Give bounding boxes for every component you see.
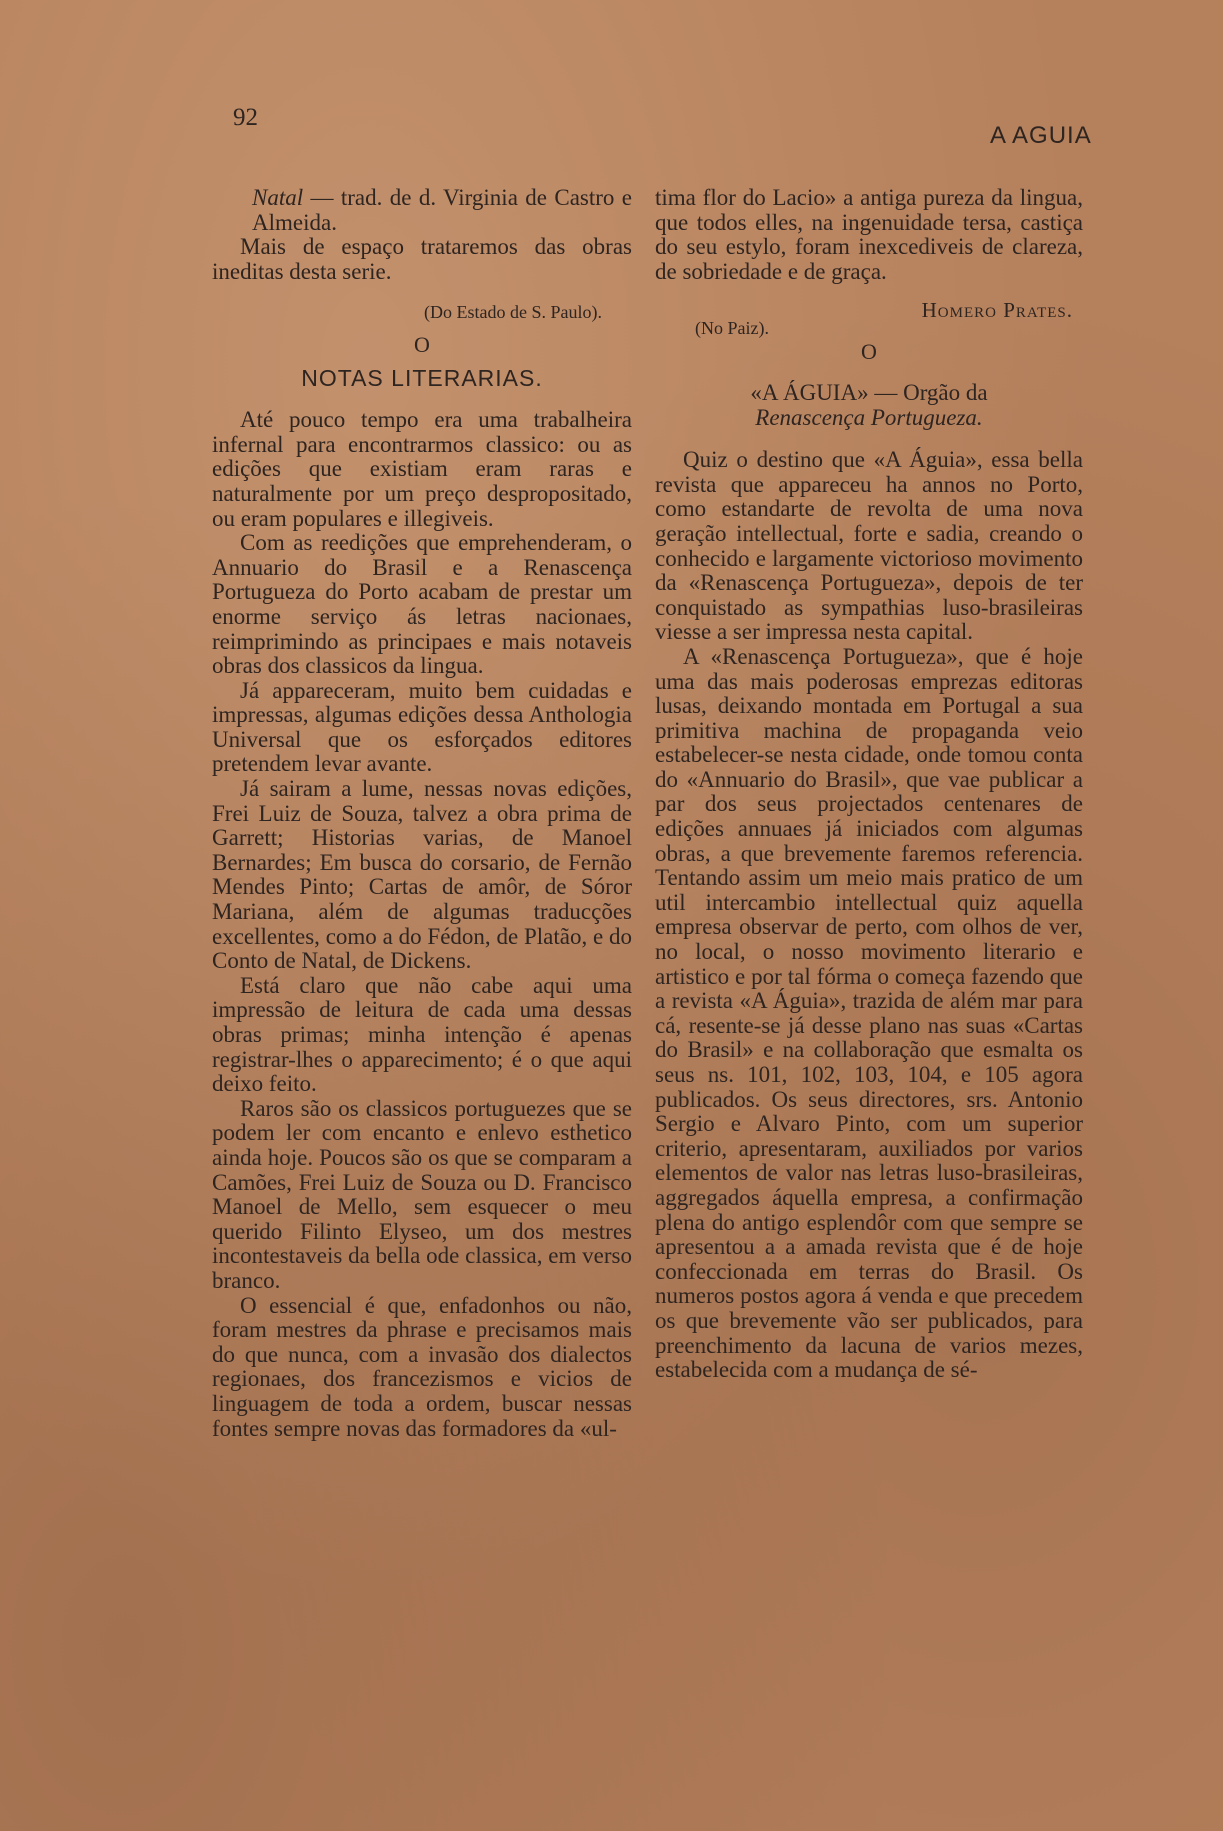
paragraph: Está claro que não cabe aqui uma impressão de leitura de cada uma dessas obras primas; minha intenção é apenas registrar-lhes o apparecimento; é o que aqui deixo feito. (212, 972, 632, 1097)
author-signature: Homero Prates. (921, 298, 1073, 323)
paragraph: Raros são os classicos portuguezes que se podem ler com encanto e enlevo esthetico ainda hoje. Poucos são os que se comparam a Camões, Frei Luiz de Souza ou D. Francisco Manoel de Mello, sem esquecer o meu querido Filinto Elyseo, um dos mestres incontestaveis da bella ode classica, em verso branco. (212, 1095, 632, 1293)
paragraph: Quiz o destino que «A Águia», essa bella revista que appareceu ha annos no Porto, como estandarte de revolta de uma nova geração intellectual, forte e sadia, creando o conhecido e largamente victorioso movimento da «Renascença Portugueza», depois de ter conquistado as sympathias luso-brasileiras viesse a ser impressa nesta capital. (655, 447, 1083, 645)
article-heading (655, 381, 1083, 430)
paragraph: Com as reedições que emprehenderam, o Annuario do Brasil e a Renascença Portugueza do Porto acabam de prestar um enorme serviço ás letras nacionaes, reimprimindo as principaes e mais notaveis obras dos classicos da lingua. (212, 530, 632, 679)
running-head: A AGUIA (990, 122, 1092, 149)
paragraph: Até pouco tempo era uma trabalheira infernal para encontrarmos classico: ou as edições que existiam eram raras e naturalmente por um preço despropositado, ou eram populares e illegiveis. (212, 407, 632, 531)
heading-line-2: Renascença Portugueza. (755, 404, 983, 430)
paragraph: A «Renascença Portugueza», que é hoje uma das mais poderosas emprezas editoras lusas, deixando montada em Portugal a sua primitiva machina de propaganda veio estabelecer-se nesta cidade, onde tomou conta do «Annuario do Brasil», que vae publicar a par dos seus projectados centenares de edições annuaes já iniciados com algumas obras, a que brevemente faremos referencia. Tentando assim um meio mais pratico de um util intercambio intellectual quiz aquella empresa observar de perto, com olhos de ver, no local, o nosso movimento literario e artistico e por tal fórma o começa fazendo que a revista «A Águia», trazida de além mar para cá, resente-se já desse plano nas suas «Cartas do Brasil» e na collaboração que esmalta os seus ns. 101, 102, 103, 104, e 105 agora publicados. Os seus directores, srs. Antonio Sergio e Alvaro Pinto, com um superior criterio, apresentaram, auxiliados por varios elementos de valor nas letras luso-brasileiras, aggregados áquella empresa, a confirmação plena do antigo esplendôr com que sempre se apresentou a a amada revista que é de hoje confeccionada em terras do Brasil. Os numeros postos agora á venda e que precedem os que brevemente vão ser publicados, para preenchimento da lacuna de varios mezes, estabelecida com a mudança de sé- (655, 643, 1083, 1383)
ornament: O (414, 331, 430, 357)
section-title: NOTAS LITERARIAS. (301, 364, 543, 391)
page-number: 92 (233, 104, 258, 131)
paragraph: Mais de espaço trataremos das obras ineditas desta serie. (212, 234, 632, 284)
paragraph: Já sairam a lume, nessas novas edições, Frei Luiz de Souza, talvez a obra prima de Garrett; Historias varias, de Manoel Bernardes; Em busca do corsario, de Fernão Mendes Pinto; Cartas de amôr, de Sóror Mariana, além de algumas traducções excellentes, como a do Fédon, de Platão, e do Conto de Natal, de Dickens. (212, 776, 632, 974)
intro-paragraph (212, 186, 632, 235)
ornament: O (861, 339, 877, 365)
heading-line-1: «A ÁGUIA» — Orgão da (750, 379, 988, 405)
right-column (655, 186, 1083, 1383)
left-column (212, 186, 632, 1441)
continued-paragraph: tima flor do Lacio» a antiga pureza da lingua, que todos elles, na ingenuidade tersa, castiça do seu estylo, foram inexcediveis de clareza, de sobriedade e de graça. (655, 185, 1083, 284)
signature-row (655, 298, 1083, 339)
intro-rest: — trad. de d. Virginia de Castro e Almeida. (252, 185, 632, 235)
paragraph: O essencial é que, enfadonhos ou não, foram mestres da phrase e precisamos mais do que nunca, com a invasão dos dialectos regionaes, dos francezismos e vicios de linguagem de toda a ordem, buscar nessas fontes sempre novas das formadores da «ul- (212, 1292, 632, 1441)
intro-italic: Natal (252, 185, 304, 210)
source-citation: (No Paiz). (695, 318, 769, 339)
paragraph: Já appareceram, muito bem cuidadas e impressas, algumas edições dessa Anthologia Universal que os esforçados editores pretendem levar avante. (212, 677, 632, 777)
source-citation: (Do Estado de S. Paulo). (424, 302, 602, 323)
